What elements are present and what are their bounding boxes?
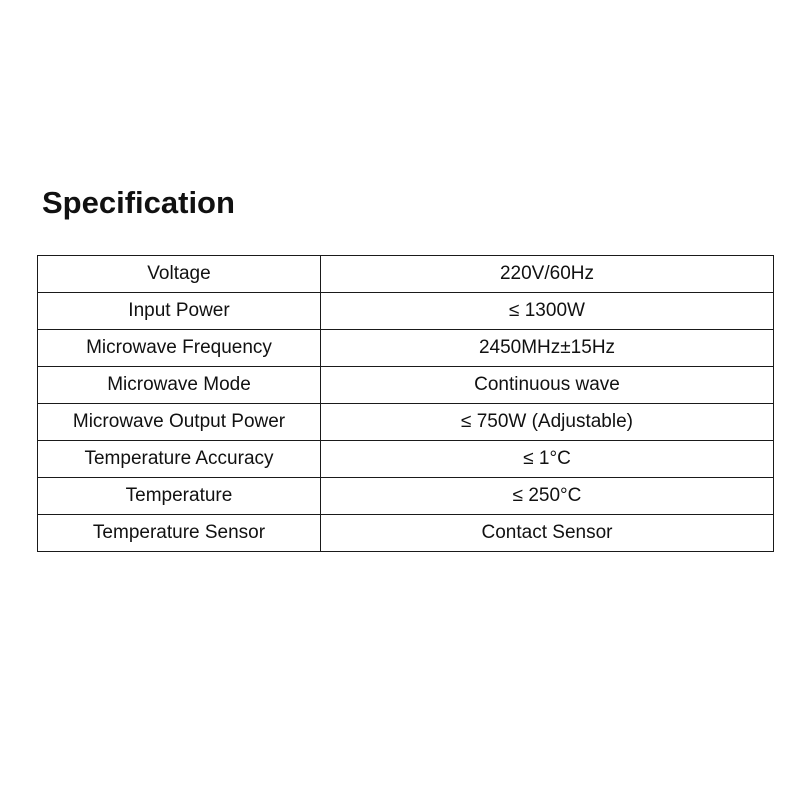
- value-cell: 220V/60Hz: [321, 256, 774, 293]
- parameter-cell: Microwave Mode: [38, 367, 321, 404]
- table-row: [38, 256, 774, 293]
- table-row: [38, 441, 774, 478]
- value-cell: ≤ 750W (Adjustable): [321, 404, 774, 441]
- value-cell: 2450MHz±15Hz: [321, 330, 774, 367]
- specification-table: [37, 255, 774, 552]
- value-cell: ≤ 1300W: [321, 293, 774, 330]
- page-title: Specification: [42, 185, 235, 220]
- parameter-cell: Microwave Output Power: [38, 404, 321, 441]
- table-row: [38, 515, 774, 552]
- table-row: [38, 404, 774, 441]
- parameter-cell: Temperature Sensor: [38, 515, 321, 552]
- parameter-cell: Input Power: [38, 293, 321, 330]
- value-cell: ≤ 250°C: [321, 478, 774, 515]
- parameter-cell: Voltage: [38, 256, 321, 293]
- value-cell: ≤ 1°C: [321, 441, 774, 478]
- table-row: [38, 330, 774, 367]
- parameter-cell: Temperature: [38, 478, 321, 515]
- parameter-cell: Temperature Accuracy: [38, 441, 321, 478]
- table-row: [38, 293, 774, 330]
- value-cell: Contact Sensor: [321, 515, 774, 552]
- table-row: [38, 478, 774, 515]
- value-cell: Continuous wave: [321, 367, 774, 404]
- parameter-cell: Microwave Frequency: [38, 330, 321, 367]
- table-row: [38, 367, 774, 404]
